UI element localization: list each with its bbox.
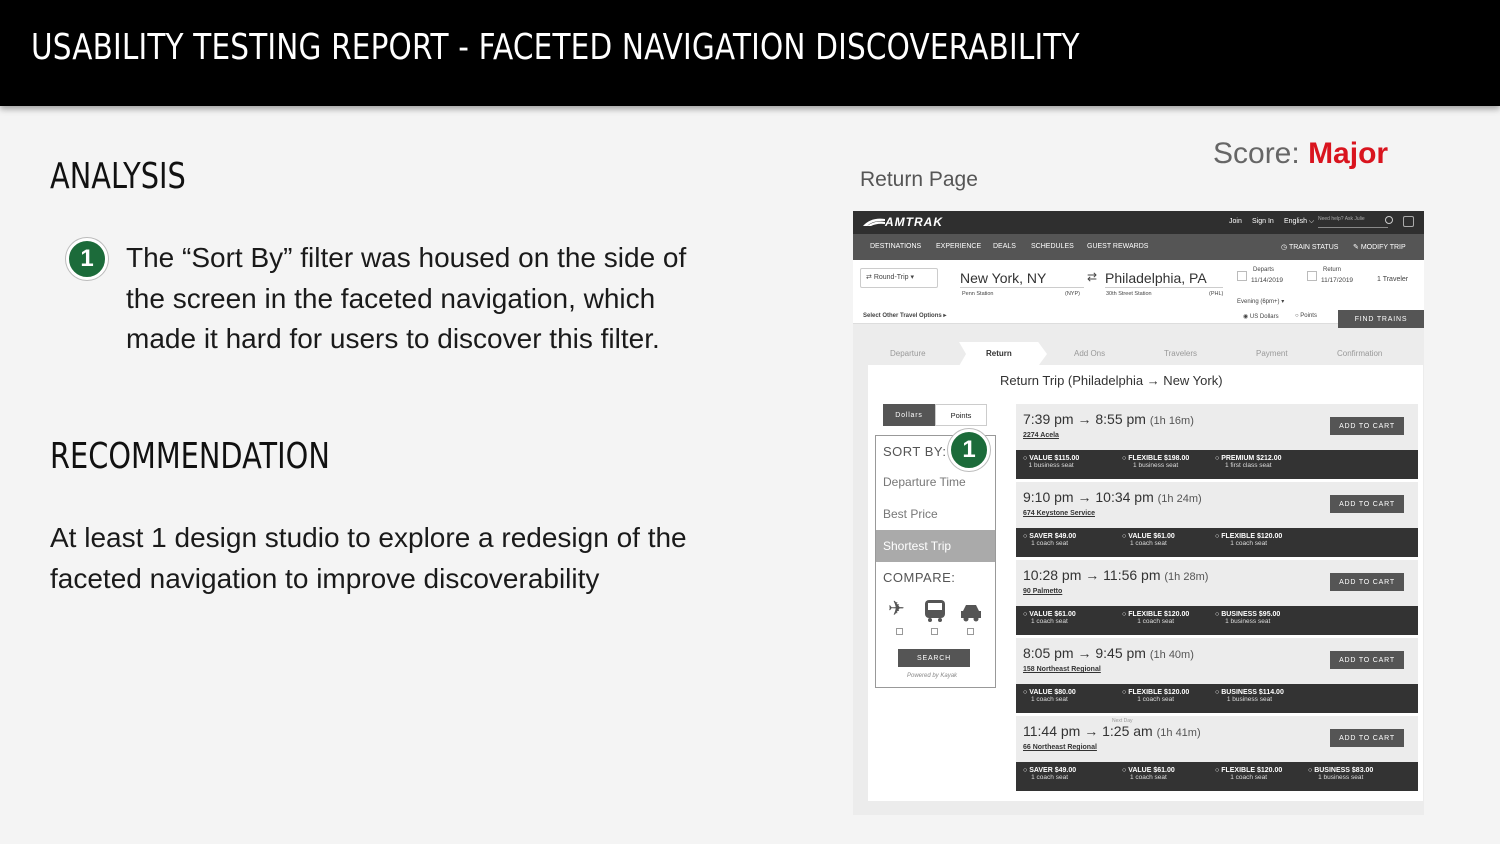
trip-row: [1016, 482, 1418, 560]
fare-options: [1016, 528, 1418, 557]
fare-option[interactable]: ○ VALUE $115.00 1 business seat: [1023, 455, 1080, 469]
find-trains-button[interactable]: FIND TRAINS: [1338, 310, 1424, 328]
nav-schedules[interactable]: SCHEDULES: [1031, 243, 1074, 250]
nav-guest-rewards[interactable]: GUEST REWARDS: [1087, 243, 1149, 250]
trip-type-select[interactable]: ⇄ Round-Trip ▾: [860, 268, 938, 288]
return-label: Return: [1323, 267, 1342, 273]
step-travelers: Travelers: [1164, 349, 1198, 358]
nav-train-status[interactable]: ◷ TRAIN STATUS: [1281, 244, 1339, 251]
plane-icon: ✈: [888, 598, 905, 620]
step-payment: Payment: [1256, 349, 1288, 358]
fare-option[interactable]: ○ BUSINESS $114.00 1 business seat: [1215, 689, 1284, 703]
from-underline: [960, 287, 1084, 288]
trip-title: Return Trip (Philadelphia → New York): [1000, 373, 1223, 388]
currency-usd[interactable]: ◉ US Dollars: [1243, 314, 1279, 320]
from-code: (NYP): [1065, 291, 1080, 297]
nav-experience[interactable]: EXPERIENCE: [936, 243, 982, 250]
add-to-cart-button[interactable]: ADD TO CART: [1330, 651, 1404, 669]
car-icon: [960, 603, 982, 623]
trip-times: 11:44 pm → 1:25 am (1h 41m): [1023, 723, 1201, 739]
next-day-label: Next Day: [1112, 718, 1133, 724]
departs-date[interactable]: 11/14/2019: [1251, 277, 1284, 284]
fare-option[interactable]: ○ VALUE $61.00 1 coach seat: [1122, 533, 1175, 547]
fare-option[interactable]: ○ FLEXIBLE $120.00 1 coach seat: [1215, 767, 1283, 781]
score-value: Major: [1308, 137, 1389, 170]
train-link[interactable]: 90 Palmetto: [1023, 588, 1063, 595]
add-to-cart-button[interactable]: ADD TO CART: [1330, 729, 1404, 747]
step-return[interactable]: Return: [986, 349, 1012, 358]
search-icon[interactable]: [1385, 216, 1393, 224]
analysis-text: The “Sort By” filter was housed on the side of the screen in the faceted navigation, which made it hard for users to discover this filter.: [126, 242, 687, 354]
fare-option[interactable]: ○ FLEXIBLE $198.00 1 business seat: [1122, 455, 1190, 469]
amtrak-topbar: [853, 211, 1424, 234]
fare-options: [1016, 684, 1418, 713]
compare-car-checkbox[interactable]: [967, 628, 974, 635]
train-link[interactable]: 158 Northeast Regional: [1023, 666, 1101, 673]
screenshot-caption: Return Page: [860, 168, 978, 191]
signin-link[interactable]: Sign In: [1252, 218, 1274, 225]
progress-steps: [868, 342, 1411, 366]
time-pref-select[interactable]: Evening (6pm+) ▾: [1237, 299, 1285, 305]
results-panel: [868, 365, 1423, 801]
amtrak-logo: AMTRAK: [863, 215, 943, 229]
departs-label: Departs: [1253, 267, 1275, 273]
swap-icon[interactable]: ⇄: [1087, 270, 1098, 284]
to-station: 30th Street Station: [1106, 291, 1152, 297]
join-link[interactable]: Join: [1229, 218, 1242, 225]
amtrak-nav: [853, 234, 1424, 260]
trip-row: [1016, 404, 1418, 482]
compare-bus-checkbox[interactable]: [931, 628, 938, 635]
powered-by-kayak: Powered by Kayak: [907, 673, 958, 679]
step-departure[interactable]: Departure: [890, 349, 926, 358]
amtrak-logo-icon: [863, 217, 885, 227]
step-confirmation: Confirmation: [1337, 349, 1383, 358]
bus-icon: [924, 599, 946, 623]
score-label: Score:: [1213, 137, 1300, 170]
recommendation-text: At least 1 design studio to explore a redesign of the faceted navigation to improve discoverability: [50, 522, 687, 594]
fare-option[interactable]: ○ FLEXIBLE $120.00 1 coach seat: [1215, 533, 1283, 547]
add-to-cart-button[interactable]: ADD TO CART: [1330, 495, 1404, 513]
fare-option[interactable]: ○ SAVER $49.00 1 coach seat: [1023, 767, 1077, 781]
fare-option[interactable]: ○ FLEXIBLE $120.00 1 coach seat: [1122, 611, 1190, 625]
fare-option[interactable]: ○ BUSINESS $95.00 1 business seat: [1215, 611, 1281, 625]
fare-option[interactable]: ○ VALUE $61.00 1 coach seat: [1023, 611, 1076, 625]
amtrak-screenshot: [853, 211, 1424, 815]
sort-by-badge: 1: [948, 429, 990, 471]
compare-search-button[interactable]: SEARCH: [898, 649, 970, 667]
analysis-heading: ANALYSIS: [50, 156, 186, 197]
calendar-icon[interactable]: [1237, 271, 1247, 281]
compare-label: COMPARE:: [883, 570, 956, 585]
nav-modify-trip[interactable]: ✎ MODIFY TRIP: [1353, 244, 1406, 251]
return-date[interactable]: 11/17/2019: [1321, 277, 1354, 284]
fare-option[interactable]: ○ VALUE $61.00 1 coach seat: [1122, 767, 1175, 781]
fare-option[interactable]: ○ BUSINESS $83.00 1 business seat: [1308, 767, 1374, 781]
sort-departure-time[interactable]: Departure Time: [883, 475, 966, 489]
fare-option[interactable]: ○ PREMIUM $212.00 1 first class seat: [1215, 455, 1282, 469]
help-search-input[interactable]: Need help? Ask Julie: [1318, 216, 1388, 228]
travelers-select[interactable]: 1 Traveler: [1377, 276, 1409, 283]
to-code: (PHL): [1209, 291, 1224, 297]
from-station: Penn Station: [962, 291, 994, 297]
other-options-link[interactable]: Select Other Travel Options ▸: [863, 313, 947, 319]
trip-row: [1016, 716, 1418, 794]
add-to-cart-button[interactable]: ADD TO CART: [1330, 417, 1404, 435]
dollars-toggle[interactable]: Dollars: [883, 404, 935, 426]
step-add-ons: Add Ons: [1074, 349, 1106, 358]
trip-times: 8:05 pm → 9:45 pm (1h 40m): [1023, 645, 1194, 661]
train-link[interactable]: 2274 Acela: [1023, 432, 1059, 439]
train-link[interactable]: 674 Keystone Service: [1023, 510, 1095, 517]
from-city[interactable]: New York, NY: [960, 270, 1047, 286]
currency-points[interactable]: ○ Points: [1295, 313, 1317, 319]
sort-best-price[interactable]: Best Price: [883, 507, 938, 521]
fare-options: [1016, 606, 1418, 635]
trip-row: [1016, 638, 1418, 716]
compare-plane-checkbox[interactable]: [896, 628, 903, 635]
add-to-cart-button[interactable]: ADD TO CART: [1330, 573, 1404, 591]
trip-times: 9:10 pm → 10:34 pm (1h 24m): [1023, 489, 1202, 505]
nav-deals[interactable]: DEALS: [993, 243, 1016, 250]
fare-options: [1016, 762, 1418, 791]
trip-row: [1016, 560, 1418, 638]
trip-times: 7:39 pm → 8:55 pm (1h 16m): [1023, 411, 1194, 427]
train-link[interactable]: 66 Northeast Regional: [1023, 744, 1097, 751]
sort-shortest-trip[interactable]: Shortest Trip: [876, 530, 995, 562]
calendar-icon-return[interactable]: [1307, 271, 1317, 281]
report-title: USABILITY TESTING REPORT - FACETED NAVIGATION DISCOVERABILITY: [31, 27, 1080, 68]
fare-options: [1016, 450, 1418, 479]
trip-times: 10:28 pm → 11:56 pm (1h 28m): [1023, 567, 1209, 583]
analysis-badge: 1: [66, 238, 108, 280]
share-icon[interactable]: [1403, 216, 1414, 227]
score: [1213, 137, 1388, 171]
faceted-navigation: [875, 435, 996, 688]
points-toggle[interactable]: Points: [935, 404, 987, 426]
fare-option[interactable]: ○ FLEXIBLE $120.00 1 coach seat: [1122, 689, 1190, 703]
trip-results: [1016, 404, 1418, 794]
to-city[interactable]: Philadelphia, PA: [1105, 270, 1207, 286]
fare-option[interactable]: ○ VALUE $80.00 1 coach seat: [1023, 689, 1076, 703]
fare-option[interactable]: ○ SAVER $49.00 1 coach seat: [1023, 533, 1077, 547]
language-select[interactable]: English ⌵: [1284, 218, 1315, 225]
title-bar: [0, 0, 1500, 106]
recommendation-heading: RECOMMENDATION: [50, 436, 330, 477]
to-underline: [1105, 287, 1223, 288]
sort-by-label: SORT BY:: [883, 444, 947, 459]
nav-destinations[interactable]: DESTINATIONS: [870, 243, 922, 250]
